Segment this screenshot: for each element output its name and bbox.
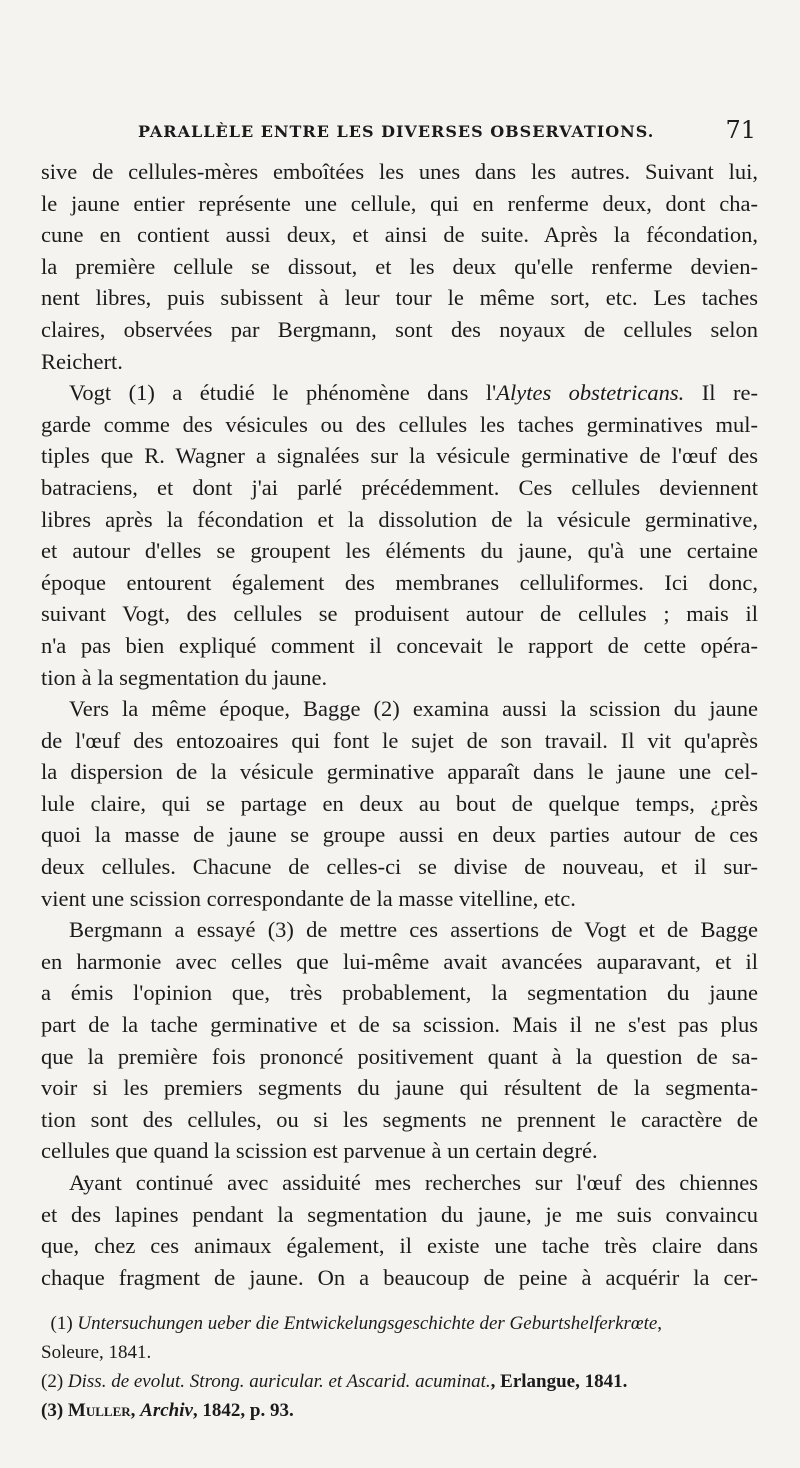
text-line: garde comme des vésicules ou des cellules les taches germinatives mul- bbox=[41, 411, 758, 437]
footnote-text: , 1842, p. 93. bbox=[192, 1400, 294, 1422]
footnote-text: , bbox=[130, 1400, 141, 1422]
text-line: cellules que quand la scission est parvenue à un certain degré. bbox=[41, 1138, 598, 1164]
running-title: PARALLÈLE ENTRE LES DIVERSES OBSERVATIONS. bbox=[138, 122, 655, 141]
text-line: que la première fois prononcé positivement quant à la question de sa- bbox=[41, 1043, 758, 1069]
text-line: en harmonie avec celles que lui-même avait avancées auparavant, et il bbox=[41, 948, 758, 974]
paragraph-4 bbox=[41, 914, 758, 1167]
paragraph-5 bbox=[41, 1167, 758, 1293]
text-line: nent libres, puis subissent à leur tour le même sort, etc. Les taches bbox=[41, 285, 758, 311]
text-line: cune en contient aussi deux, et ainsi de suite. Après la fécondation, bbox=[41, 222, 758, 248]
text-line: libres après la fécondation et la dissolution de la vésicule germinative, bbox=[41, 506, 758, 532]
paragraph-3 bbox=[41, 693, 758, 914]
footnote-1-continued: Soleure, 1841. bbox=[41, 1342, 152, 1364]
text-line: tion à la segmentation du jaune. bbox=[41, 664, 328, 690]
text-line: et autour d'elles se groupent les éléments du jaune, qu'à une certaine bbox=[41, 538, 758, 564]
paragraph-2 bbox=[41, 377, 758, 693]
text-line: Ayant continué avec assiduité mes recherches sur l'œuf des chiennes bbox=[69, 1170, 758, 1195]
text-line: le jaune entier représente une cellule, qui en renferme deux, dont cha- bbox=[41, 190, 758, 216]
text-line: que, chez ces animaux également, il existe une tache très claire dans bbox=[41, 1233, 758, 1259]
text-line: deux cellules. Chacune de celles-ci se divise de nouveau, et il sur- bbox=[41, 854, 758, 880]
footnote-text: , Erlangue, 1841. bbox=[490, 1371, 628, 1393]
text-line: de l'œuf des entozoaires qui font le sujet de son travail. Il vit qu'après bbox=[41, 727, 758, 753]
text-line: lule claire, qui se partage en deux au bout de quelque temps, ¿près bbox=[41, 790, 758, 816]
text-line: suivant Vogt, des cellules se produisent autour de cellules ; mais il bbox=[41, 601, 758, 627]
text-line: Vers la même époque, Bagge (2) examina aussi la scission du jaune bbox=[69, 696, 758, 722]
text-line: et des lapines pendant la segmentation du jaune, je me suis convaincu bbox=[41, 1201, 758, 1227]
text-line: quoi la masse de jaune se groupe aussi en deux parties autour de ces bbox=[41, 822, 758, 848]
footnote-2 bbox=[41, 1367, 758, 1396]
text-line: chaque fragment de jaune. On a beaucoup de peine à acquérir la cer- bbox=[41, 1264, 758, 1290]
text-line: batraciens, et dont j'ai parlé précédemment. Ces cellules deviennent bbox=[41, 474, 758, 500]
text-line: Reichert. bbox=[41, 348, 123, 374]
footnote-1 bbox=[41, 1309, 758, 1338]
text-line: Bergmann a essayé (3) de mettre ces assertions de Vogt et de Bagge bbox=[69, 917, 758, 943]
footnote-title: Untersuchungen ueber die Entwickelungsgeschichte der Geburtshelferkrœte bbox=[77, 1313, 658, 1335]
text-line: tion sont des cellules, ou si les segments ne prennent le caractère de bbox=[41, 1106, 758, 1132]
text-line: tiples que R. Wagner a signalées sur la vésicule germinative de l'œuf des bbox=[41, 443, 758, 469]
body-text bbox=[41, 156, 758, 1293]
footnote-author: Muller bbox=[67, 1400, 131, 1422]
species-name: Alytes obstetricans. bbox=[496, 380, 685, 406]
text-line: sive de cellules-mères emboîtées les unes dans les autres. Suivant lui, bbox=[41, 159, 758, 184]
text-line: part de la tache germinative et de sa scission. Mais il ne s'est pas plus bbox=[41, 1012, 758, 1038]
text-line: n'a pas bien expliqué comment il concevait le rapport de cette opéra- bbox=[41, 632, 758, 658]
paragraph-1 bbox=[41, 156, 758, 377]
footnote-title: Diss. de evolut. Strong. auricular. et Ascarid. acuminat. bbox=[67, 1371, 491, 1393]
footnote-mark: (2) bbox=[41, 1371, 64, 1393]
footnote-mark: (1) bbox=[50, 1313, 73, 1335]
text-line: époque entourent également des membranes celluliformes. Ici donc, bbox=[41, 569, 758, 595]
page-number: 71 bbox=[725, 116, 756, 144]
text-line: la première cellule se dissout, et les deux qu'elle renferme devien- bbox=[41, 253, 758, 279]
text-line: voir si les premiers segments du jaune qui résultent de la segmenta- bbox=[41, 1075, 758, 1101]
text-line: claires, observées par Bergmann, sont des noyaux de cellules selon bbox=[41, 316, 758, 342]
footnote-title: Archiv bbox=[140, 1400, 193, 1422]
footnote-mark: (3) bbox=[41, 1400, 64, 1422]
text-line: la dispersion de la vésicule germinative apparaît dans le jaune une cel- bbox=[41, 759, 758, 785]
footnotes bbox=[41, 1309, 758, 1425]
text-line bbox=[41, 377, 758, 409]
text-line: vient une scission correspondante de la masse vitelline, etc. bbox=[41, 885, 576, 911]
text-line: a émis l'opinion que, très probablement, la segmentation du jaune bbox=[41, 980, 758, 1006]
page-header bbox=[41, 116, 758, 156]
footnote-text: , bbox=[657, 1313, 663, 1335]
footnote-3 bbox=[41, 1396, 758, 1425]
text-run: Vogt (1) a étudié le phénomène dans l' bbox=[69, 380, 497, 406]
text-run: Il re- bbox=[684, 380, 759, 406]
